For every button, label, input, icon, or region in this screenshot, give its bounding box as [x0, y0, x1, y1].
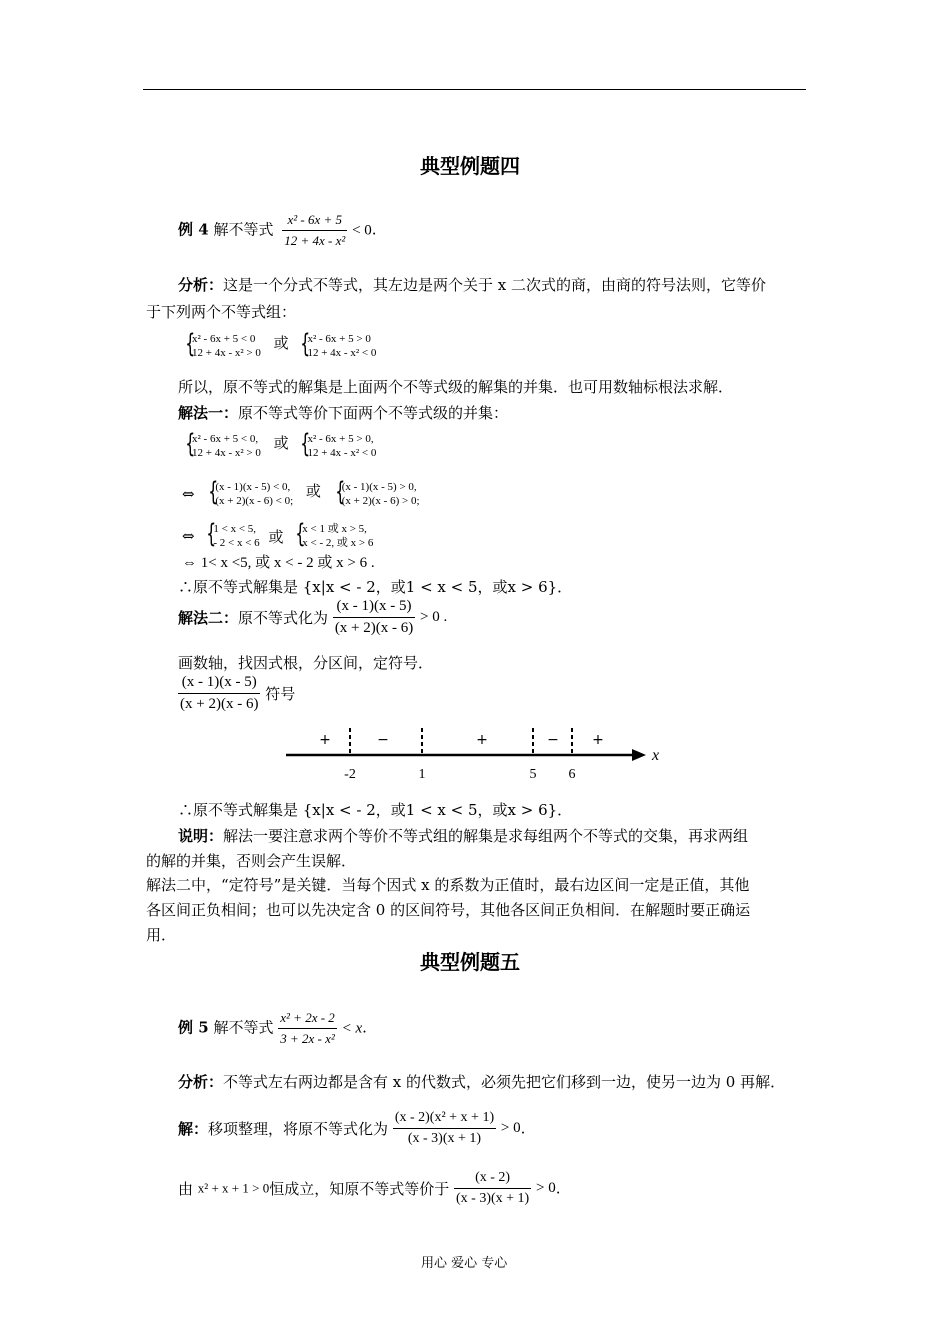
analysis-4-line1 [178, 274, 766, 295]
method1-label: 解法一： [178, 404, 239, 422]
fraction-numerator: (x - 2)(x² + x + 1) [393, 1110, 496, 1129]
system-line: { x² - 6x + 5 > 0, [307, 433, 374, 445]
system-line: 12 + 4x - x² < 0 [307, 447, 377, 459]
analysis-label: 分析： [178, 1073, 224, 1091]
equivalence-arrow: ⇔ [182, 485, 195, 503]
solution-text: 恒成立，知原不等式等价于 [269, 1180, 450, 1198]
page-footer: 用心 爱心 专心 [421, 1256, 508, 1271]
condition: x² + x + 1 > 0 [197, 1180, 270, 1196]
example-5 [178, 1010, 367, 1047]
system-b [297, 432, 376, 460]
fraction-denominator: (x - 3)(x + 1) [456, 1191, 530, 1206]
fraction-denominator: (x - 3)(x + 1) [407, 1131, 482, 1146]
fraction-denominator: 12 + 4x - x² [284, 233, 346, 248]
section-title-5: 典型例题五 [420, 950, 520, 974]
system-b [292, 522, 373, 550]
system-pair-3 [182, 480, 420, 508]
system-line: 12 + 4x - x² > 0 [192, 447, 261, 459]
analysis-4-line2: 于下列两个不等式组： [146, 303, 297, 321]
method1-intro [178, 402, 508, 423]
root-label: 5 [529, 767, 537, 782]
example-4 [178, 212, 377, 249]
note-line5: 用． [146, 926, 177, 944]
example-5-text: 解不等式 [213, 1018, 274, 1037]
system-line: (x + 2)(x - 6) > 0; [341, 495, 420, 507]
relation: > 0 [536, 1180, 556, 1196]
system-b [332, 480, 420, 508]
fraction-denominator: 3 + 2x - x² [280, 1031, 335, 1046]
equivalence-arrow: ⇔ [182, 527, 195, 545]
system-line: { x² - 6x + 5 > 0 [307, 333, 371, 345]
system-line: - 2 < x < 6 [213, 537, 260, 549]
root-label: -2 [344, 767, 356, 782]
example-5-fraction [278, 1010, 337, 1047]
example-4-label: 例 4 [178, 220, 209, 239]
sign-label: − [377, 732, 389, 748]
system-a [205, 480, 293, 508]
note-line3: 解法二中，“定符号”是关键．当每个因式 x 的系数为正值时，最右边区间一定是正值，其他 [146, 876, 750, 894]
system-line: { (x - 1)(x - 5) < 0, [215, 481, 291, 493]
method2-result: ∴原不等式解集是 {x|x < - 2，或1 < x < 5，或x > 6}． [178, 801, 573, 819]
system-pair-2 [182, 432, 376, 460]
example-5-label: 例 5 [178, 1018, 209, 1037]
sign-label: + [592, 732, 604, 748]
solution-text: 移项整理，将原不等式化为 [208, 1120, 389, 1138]
period: . [371, 220, 377, 239]
system-pair-1 [182, 332, 376, 360]
root-label: 6 [568, 767, 576, 782]
analysis-text: 这是一个分式不等式，其左边是两个关于 x 二次式的商，由商的符号法则，它等价 [223, 276, 767, 294]
or-text: 或 [273, 334, 289, 352]
method2-intro [178, 598, 447, 637]
sign-fraction [178, 674, 260, 713]
method2-text: 原不等式化为 [238, 609, 329, 627]
relation: < x [341, 1020, 363, 1037]
solution-5-fraction-2 [454, 1170, 531, 1207]
analysis-label: 分析： [178, 276, 224, 294]
note-line1 [178, 825, 748, 846]
or-text: 或 [273, 434, 289, 452]
relation: > 0 . [420, 609, 448, 625]
note-text: 解法一要注意求两个等价不等式组的解集是求每组两个不等式的交集，再求两组 [223, 827, 749, 845]
sign-label: + [476, 732, 488, 748]
solution-5-line1 [178, 1110, 525, 1147]
system-line: { x² - 6x + 5 < 0, [192, 433, 259, 445]
system-pair-4 [182, 522, 373, 550]
relation: < 0 [352, 222, 372, 239]
system-a [182, 432, 261, 460]
sign-label: + [319, 732, 331, 748]
example-4-fraction [282, 212, 347, 249]
fraction-numerator: x² - 6x + 5 [282, 212, 347, 231]
section-title-4: 典型例题四 [420, 154, 520, 178]
method2-line2: 画数轴，找因式根，分区间，定符号． [178, 654, 434, 672]
system-line: { 1 < x < 5, [213, 523, 257, 535]
or-text: 或 [268, 527, 284, 546]
fraction-numerator: x² + 2x - 2 [278, 1010, 337, 1029]
axis-arrow-icon [632, 749, 646, 761]
axis-label: x [652, 747, 660, 764]
analysis-text: 不等式左右两边都是含有 x 的代数式，必须先把它们移到一边，使另一边为 0 再解． [223, 1073, 786, 1091]
system-line: { x² - 6x + 5 < 0 [192, 333, 256, 345]
fraction-numerator: (x - 1)(x - 5) [178, 674, 260, 694]
method1-text: 原不等式等价下面两个不等式级的并集： [238, 404, 509, 422]
period: . [520, 1119, 526, 1138]
sign-expression [178, 674, 295, 713]
system-line: (x + 2)(x - 6) < 0; [215, 495, 294, 507]
system-line: x < - 2, 或 x > 6 [302, 537, 374, 549]
note-line4: 各区间正负相间；也可以先决定含 0 的区间符号，其他各区间正负相间．在解题时要正确运 [146, 901, 751, 919]
header-rule [143, 89, 806, 90]
method1-result: ∴原不等式解集是 {x|x < - 2，或1 < x < 5，或x > 6}． [178, 578, 573, 596]
period: . [362, 1018, 367, 1037]
solution-5-line2 [178, 1170, 561, 1207]
solution-5-fraction [393, 1110, 496, 1147]
fraction-denominator: (x + 2)(x - 6) [180, 696, 259, 712]
example-4-text: 解不等式 [213, 220, 274, 239]
sign-label: 符号 [265, 685, 296, 703]
relation: > 0 [500, 1120, 521, 1136]
number-line-diagram [280, 722, 680, 788]
system-b [297, 332, 376, 360]
solution-text: 由 [178, 1180, 194, 1198]
sign-label: − [547, 732, 559, 748]
fraction-numerator: (x - 2) [454, 1170, 531, 1189]
fraction-denominator: (x + 2)(x - 6) [334, 620, 414, 636]
system-line: 12 + 4x - x² < 0 [307, 347, 377, 359]
or-text: 或 [305, 482, 321, 500]
analysis-5 [178, 1071, 785, 1092]
solution-label: 解： [178, 1120, 209, 1138]
system-line: 12 + 4x - x² > 0 [192, 347, 261, 359]
method2-fraction [333, 598, 415, 637]
fraction-numerator: (x - 1)(x - 5) [333, 598, 415, 618]
system-a [203, 522, 259, 550]
system-line: { x < 1 或 x > 5, [302, 523, 367, 535]
method2-label: 解法二： [178, 609, 239, 627]
period: . [555, 1179, 561, 1198]
analysis-4-line3: 所以，原不等式的解集是上面两个不等式级的解集的并集．也可用数轴标根法求解． [178, 378, 734, 396]
system-a [182, 332, 261, 360]
root-label: 1 [418, 767, 426, 782]
method1-line4: ⇔ 1< x <5, 或 x < - 2 或 x > 6 . [182, 555, 375, 571]
note-label: 说明： [178, 827, 224, 845]
note-line2: 的解的并集，否则会产生误解． [146, 852, 357, 870]
system-line: { (x - 1)(x - 5) > 0, [341, 481, 417, 493]
